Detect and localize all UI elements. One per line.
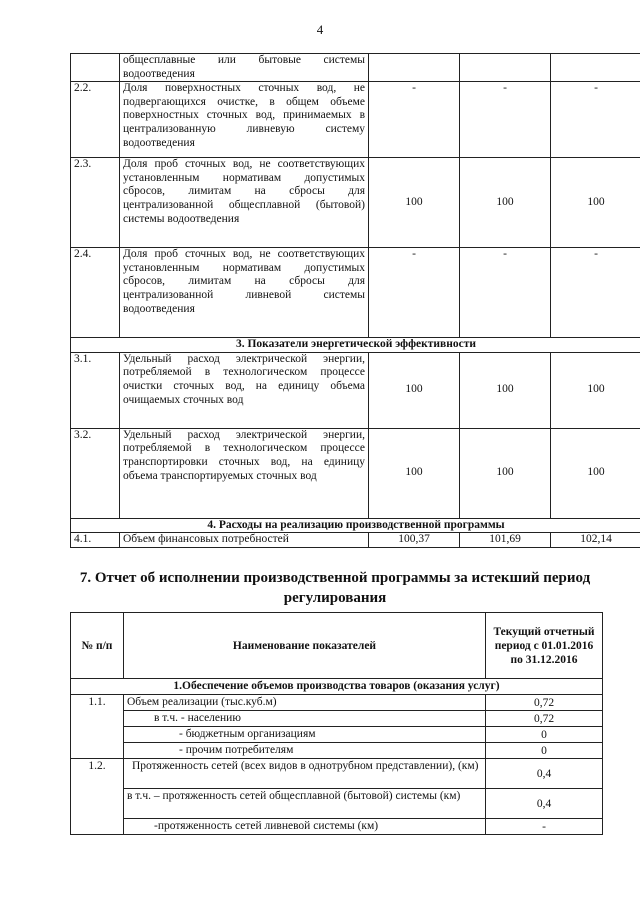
value-cell: - <box>460 248 551 338</box>
value-cell: 100 <box>460 352 551 428</box>
row-text: Удельный расход электрической энергии, потребляемой в технологическом процессе очистки сточных вод, на единицу объема очищаемых сточных вод <box>120 352 369 428</box>
table-row <box>71 727 603 743</box>
row-text: Удельный расход электрической энергии, потребляемой в технологическом процессе транспортировки сточных вод, на единицу объема транспортируемых сточных вод <box>120 428 369 518</box>
section-title: 1.Обеспечение объемов производства товаров (оказания услуг) <box>71 679 603 695</box>
value-cell: 100 <box>551 352 640 428</box>
section-title: 4. Расходы на реализацию производственной программы <box>71 518 640 533</box>
row-number: 3.1. <box>71 352 120 428</box>
table-row <box>71 743 603 759</box>
section-row <box>71 679 603 695</box>
value-cell: 0,72 <box>486 711 603 727</box>
header-period: Текущий отчетный период с 01.01.2016 по 31.12.2016 <box>486 613 603 679</box>
row-text: Доля поверхностных сточных вод, не подвергающихся очистке, в общем объеме поверхностных сточных вод, принимаемых в централизованную ливневую систему водоотведения <box>120 82 369 158</box>
table-row <box>71 82 640 158</box>
value-cell: - <box>460 82 551 158</box>
row-text: Протяженность сетей (всех видов в однотрубном представлении), (км) <box>124 759 486 789</box>
value-cell: - <box>369 248 460 338</box>
row-text: Доля проб сточных вод, не соответствующих установленным нормативам допустимых сбросов, лимитам на сбросы для централизованной общесплавной (бытовой) системы водоотведения <box>120 158 369 248</box>
row-number: 2.2. <box>71 82 120 158</box>
indicators-table <box>70 53 640 548</box>
row-number: 1.1. <box>71 695 124 759</box>
table-row <box>71 819 603 835</box>
row-text: - бюджетным организациям <box>124 727 486 743</box>
value-cell: 0,4 <box>486 789 603 819</box>
value-cell: 100 <box>460 158 551 248</box>
value-cell: 100,37 <box>369 533 460 548</box>
table-row <box>71 54 640 82</box>
report-table <box>70 612 603 835</box>
row-text: - прочим потребителям <box>124 743 486 759</box>
section-row <box>71 518 640 533</box>
row-number: 4.1. <box>71 533 120 548</box>
report-heading: 7. Отчет об исполнении производственной программы за истекший период регулирования <box>79 570 591 606</box>
value-cell: 102,14 <box>551 533 640 548</box>
row-text: Доля проб сточных вод, не соответствующих установленным нормативам допустимых сбросов, лимитам на сбросы для централизованной ливневой системы водоотведения <box>120 248 369 338</box>
page-number: 4 <box>316 22 324 37</box>
header-row <box>71 613 603 679</box>
row-text: Объем реализации (тыс.куб.м) <box>124 695 486 711</box>
value-cell: - <box>486 819 603 835</box>
value-cell: 100 <box>369 352 460 428</box>
section-title: 3. Показатели энергетической эффективности <box>71 338 640 353</box>
value-cell: 100 <box>369 158 460 248</box>
value-cell: 0,4 <box>486 759 603 789</box>
table-row <box>71 759 603 789</box>
row-text: -протяженность сетей ливневой системы (км) <box>124 819 486 835</box>
header-number: № п/п <box>71 613 124 679</box>
row-number: 3.2. <box>71 428 120 518</box>
value-cell: - <box>551 82 640 158</box>
value-cell: 0 <box>486 727 603 743</box>
table-row <box>71 352 640 428</box>
table-row <box>71 695 603 711</box>
value-cell: 100 <box>460 428 551 518</box>
table-row <box>71 158 640 248</box>
value-cell: 0,72 <box>486 695 603 711</box>
row-number: 1.2. <box>71 759 124 835</box>
header-name: Наименование показателей <box>124 613 486 679</box>
value-cell: 100 <box>369 428 460 518</box>
row-text: общесплавные или бытовые системы водоотведения <box>120 54 369 82</box>
section-row <box>71 338 640 353</box>
table-row <box>71 789 603 819</box>
value-cell: 101,69 <box>460 533 551 548</box>
table-row <box>71 428 640 518</box>
row-text: Объем финансовых потребностей <box>120 533 369 548</box>
table-row <box>71 711 603 727</box>
table-row <box>71 533 640 548</box>
value-cell: 100 <box>551 428 640 518</box>
value-cell: - <box>369 82 460 158</box>
row-number: 2.4. <box>71 248 120 338</box>
value-cell: 0 <box>486 743 603 759</box>
row-number: 2.3. <box>71 158 120 248</box>
value-cell: - <box>551 248 640 338</box>
value-cell: 100 <box>551 158 640 248</box>
row-text: в т.ч. – протяженность сетей общесплавной (бытовой) системы (км) <box>124 789 486 819</box>
row-text: в т.ч. - населению <box>124 711 486 727</box>
table-row <box>71 248 640 338</box>
